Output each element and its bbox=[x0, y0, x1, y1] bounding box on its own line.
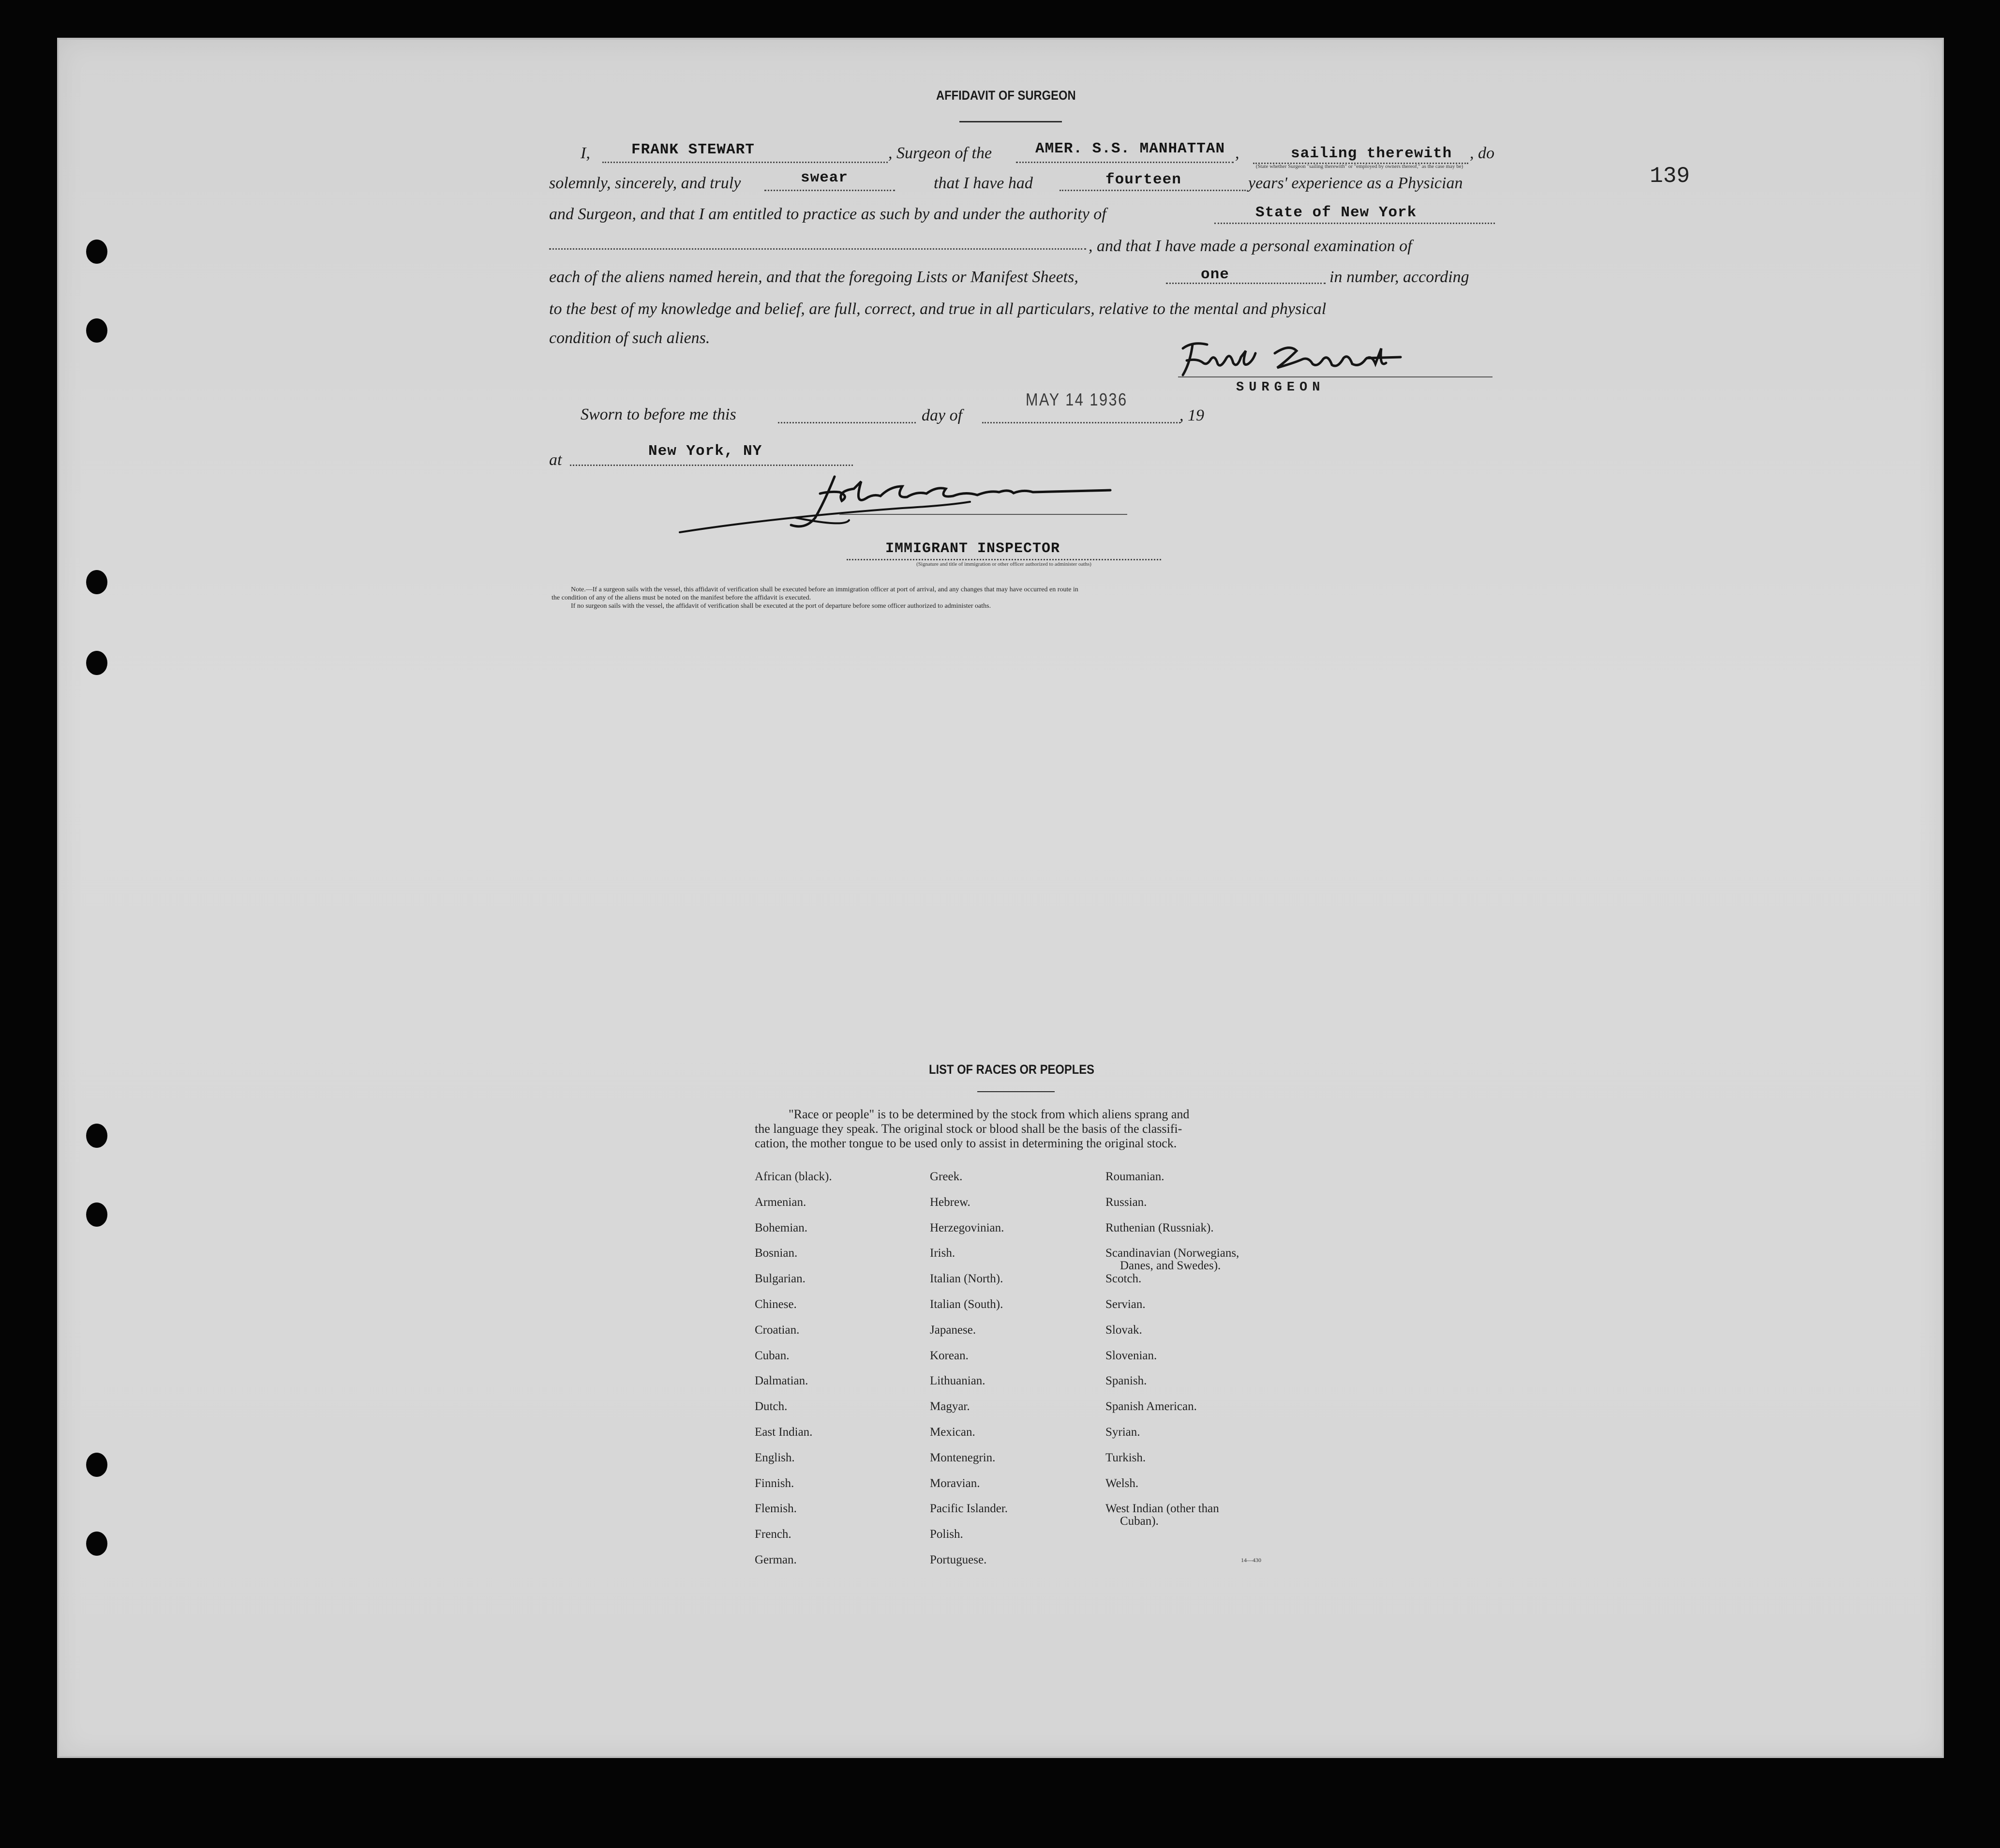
race-item: Hebrew. bbox=[930, 1195, 970, 1209]
binder-hole bbox=[86, 1202, 107, 1227]
inspector-label: IMMIGRANT INSPECTOR bbox=[885, 541, 1060, 557]
surgeon-label: SURGEON bbox=[1236, 380, 1325, 395]
surgeon-name: FRANK STEWART bbox=[631, 141, 755, 158]
race-item: German. bbox=[755, 1553, 797, 1566]
binder-hole bbox=[86, 570, 107, 594]
line3-start: and Surgeon, and that I am entitled to practice as such by and under the authority of bbox=[549, 205, 1106, 223]
race-item: Irish. bbox=[930, 1247, 955, 1260]
race-item: Bosnian. bbox=[755, 1247, 798, 1260]
binder-hole bbox=[86, 651, 107, 675]
sworn-label: Sworn to before me this bbox=[581, 406, 736, 423]
race-item: Ruthenian (Russniak). bbox=[1105, 1221, 1214, 1234]
race-item: French. bbox=[755, 1528, 791, 1541]
binder-hole bbox=[86, 1532, 107, 1556]
race-item: Cuban. bbox=[755, 1349, 790, 1362]
race-item: Montenegrin. bbox=[930, 1451, 996, 1464]
race-item: Scandinavian (Norwegians, bbox=[1105, 1247, 1239, 1260]
intro-line-1: "Race or people" is to be determined by the stock from which aliens sprang and bbox=[789, 1107, 1190, 1121]
form-number: 14—430 bbox=[1241, 1557, 1261, 1563]
race-item: Lithuanian. bbox=[930, 1374, 985, 1388]
sailing-note: (State whether Surgeon "sailing therewith" or "employed by owners thereof," as the case may be) bbox=[1255, 164, 1463, 169]
race-item: Chinese. bbox=[755, 1298, 797, 1311]
do-label: , do bbox=[1470, 144, 1494, 162]
surgeon-signature-line bbox=[1178, 376, 1493, 377]
race-item: Cuban). bbox=[1120, 1515, 1159, 1528]
race-item: Korean. bbox=[930, 1349, 969, 1362]
sworn-month-line bbox=[982, 422, 1180, 423]
line2-start: solemnly, sincerely, and truly bbox=[549, 174, 741, 192]
sworn-day-line bbox=[778, 422, 916, 423]
years-line bbox=[1060, 190, 1246, 191]
sheets-line bbox=[1166, 283, 1326, 284]
binder-hole bbox=[86, 240, 107, 264]
vessel-name: AMER. S.S. MANHATTAN bbox=[1035, 140, 1225, 157]
race-item: Herzegovinian. bbox=[930, 1221, 1004, 1234]
race-item: Armenian. bbox=[755, 1195, 806, 1209]
inspector-signature bbox=[675, 472, 1125, 544]
race-item: Dutch. bbox=[755, 1400, 788, 1413]
race-item: East Indian. bbox=[755, 1426, 813, 1439]
race-item: Magyar. bbox=[930, 1400, 970, 1413]
location-line bbox=[570, 465, 853, 466]
race-item: Pacific Islander. bbox=[930, 1502, 1008, 1516]
race-item: Danes, and Swedes). bbox=[1120, 1259, 1221, 1273]
race-item: Dalmatian. bbox=[755, 1374, 808, 1388]
race-item: Roumanian. bbox=[1105, 1170, 1164, 1183]
surgeon-signature bbox=[1173, 334, 1425, 387]
years: fourteen bbox=[1105, 171, 1181, 188]
sailing-status: sailing therewith bbox=[1291, 145, 1452, 162]
note-line-1: Note.—If a surgeon sails with the vessel, this affidavit of verification shall be executed before an immigration officer at port of arrival, and any changes that may have occurred en route in bbox=[571, 586, 1078, 593]
line2-end: years' experience as a Physician bbox=[1248, 174, 1463, 192]
line6: to the best of my knowledge and belief, are full, correct, and true in all particulars, relative to the mental and physical bbox=[549, 300, 1327, 318]
race-item: Italian (South). bbox=[930, 1298, 1003, 1311]
line5-end: in number, according bbox=[1329, 268, 1469, 286]
race-item: Bulgarian. bbox=[755, 1272, 806, 1286]
line2-mid: that I have had bbox=[934, 174, 1033, 192]
race-item: Mexican. bbox=[930, 1426, 975, 1439]
inspector-note: (Signature and title of immigration or other officer authorized to administer oaths) bbox=[916, 561, 1091, 567]
race-item: Finnish. bbox=[755, 1476, 794, 1490]
race-item: African (black). bbox=[755, 1170, 832, 1183]
race-item: Turkish. bbox=[1105, 1451, 1146, 1464]
race-item: Polish. bbox=[930, 1528, 963, 1541]
race-item: Scotch. bbox=[1105, 1272, 1142, 1286]
race-item: Bohemian. bbox=[755, 1221, 808, 1234]
comma: , bbox=[1235, 144, 1239, 162]
race-item: Welsh. bbox=[1105, 1476, 1139, 1490]
race-item: Syrian. bbox=[1105, 1426, 1140, 1439]
day-label: day of bbox=[922, 406, 963, 424]
authority-line bbox=[1214, 223, 1495, 224]
authority-line-cont bbox=[549, 248, 1086, 250]
intro-line-3: cation, the mother tongue to be used only to assist in determining the original stock. bbox=[755, 1136, 1177, 1150]
affidavit-note bbox=[552, 586, 1490, 610]
race-item: Russian. bbox=[1105, 1195, 1147, 1209]
manifest-page bbox=[57, 38, 1944, 1758]
vessel-line bbox=[1016, 162, 1234, 163]
page-number: 139 bbox=[1650, 164, 1690, 189]
race-item: West Indian (other than bbox=[1105, 1502, 1219, 1516]
date-stamp: MAY 14 1936 bbox=[1026, 390, 1128, 409]
race-item: Flemish. bbox=[755, 1502, 797, 1516]
race-item: Greek. bbox=[930, 1170, 963, 1183]
races-intro bbox=[755, 1107, 1277, 1151]
authority: State of New York bbox=[1255, 204, 1417, 221]
location: New York, NY bbox=[648, 443, 762, 460]
race-item: Portuguese. bbox=[930, 1553, 987, 1566]
note-line-3: If no surgeon sails with the vessel, the affidavit of verification shall be executed at the port of departure before some officer authorized to administer oaths. bbox=[571, 602, 991, 610]
intro-line-2: the language they speak. The original stock or blood shall be the basis of the classifi- bbox=[755, 1122, 1182, 1136]
note-line-2: the condition of any of the aliens must be noted on the manifest before the affidavit is executed. bbox=[552, 594, 811, 601]
race-item: Croatian. bbox=[755, 1323, 800, 1337]
binder-hole bbox=[86, 1453, 107, 1477]
binder-hole bbox=[86, 1124, 107, 1148]
i-label: I, bbox=[581, 144, 590, 162]
inspector-signature-line bbox=[839, 514, 1127, 515]
inspector-line bbox=[847, 559, 1161, 560]
line4-end: , and that I have made a personal examination of bbox=[1089, 237, 1412, 255]
race-item: Slovenian. bbox=[1105, 1349, 1157, 1362]
races-title: LIST OF RACES OR PEOPLES bbox=[929, 1062, 1094, 1077]
race-item: Spanish. bbox=[1105, 1374, 1147, 1388]
swear-line bbox=[764, 190, 895, 191]
race-item: English. bbox=[755, 1451, 795, 1464]
race-item: Moravian. bbox=[930, 1476, 980, 1490]
name-line bbox=[602, 162, 888, 163]
affidavit-title: AFFIDAVIT OF SURGEON bbox=[936, 88, 1076, 103]
race-item: Japanese. bbox=[930, 1323, 976, 1337]
line7: condition of such aliens. bbox=[549, 329, 710, 347]
year-label: , 19 bbox=[1179, 406, 1204, 424]
binder-hole bbox=[86, 318, 107, 343]
race-item: Servian. bbox=[1105, 1298, 1146, 1311]
race-item: Spanish American. bbox=[1105, 1400, 1197, 1413]
at-label: at bbox=[549, 451, 562, 469]
surgeon-of-label: , Surgeon of the bbox=[888, 144, 992, 162]
sheets-count: one bbox=[1201, 266, 1229, 283]
swear: swear bbox=[801, 169, 849, 186]
title-rule bbox=[959, 121, 1062, 122]
race-item: Slovak. bbox=[1105, 1323, 1142, 1337]
races-title-rule bbox=[977, 1091, 1055, 1092]
line5-start: each of the aliens named herein, and that the foregoing Lists or Manifest Sheets, bbox=[549, 268, 1078, 286]
race-item: Italian (North). bbox=[930, 1272, 1003, 1286]
